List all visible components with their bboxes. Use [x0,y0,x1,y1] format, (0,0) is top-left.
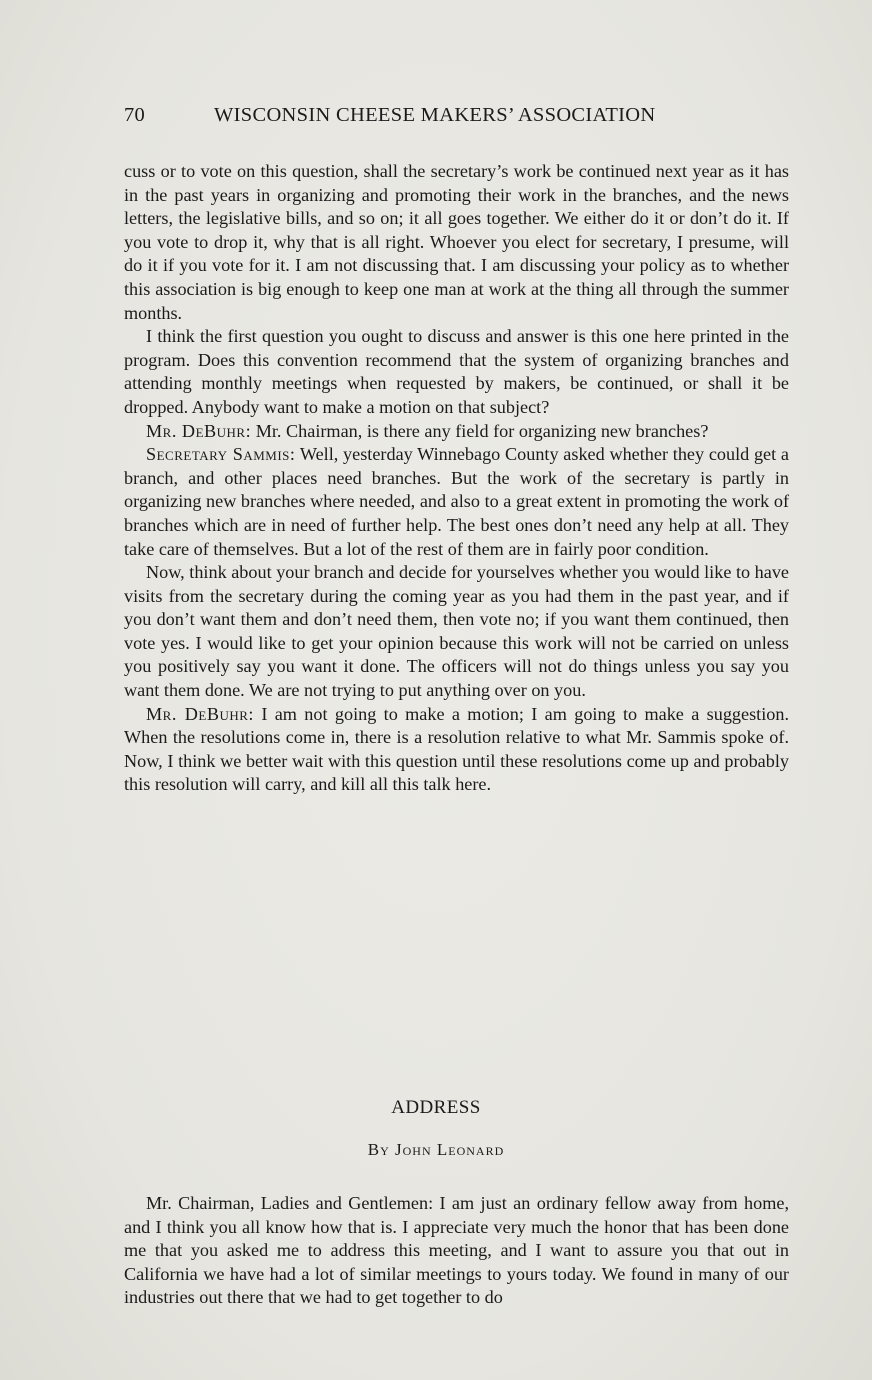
paragraph [124,1192,789,1310]
paragraph [124,443,789,561]
paragraph [124,325,789,419]
paragraph-text: Mr. Chairman, Ladies and Gentlemen: I am just an ordinary fellow away from home, and I think you all know how that is. I appreciate very much the honor that has been done me that you asked me to address this meeting, and I want to assure you that out in California we have had a lot of similar meetings to yours today. We found in many of our industries out there that we had to get together to do [124,1193,789,1308]
paragraph-text: Now, think about your branch and decide for yourselves whether you would like to have visits from the secretary during the coming year as you had them in the past year, and if you don’t want them and don’t need them, then vote no; if you want them continued, then vote yes. I would like to get your opinion because this work will not be carried on unless you positively say you want it done. The officers will not do things unless you say you want them done. We are not trying to put anything over on you. [124,562,789,701]
paragraph-text: Mr. Chairman, is there any field for organizing new branches? [255,420,709,441]
paragraph-text: Well, yesterday Winnebago County asked whether they could get a branch, and other places need branches. But the work of the secretary is partly in organizing new branches where needed, and also to a great extent in promoting the work of branches which are in need of further help. The best ones don’t need any help at all. They take care of themselves. But a lot of the rest of them are in fairly poor condition. [124,444,790,559]
paragraph [124,160,789,325]
paragraph-text: I am not going to make a motion; I am going to make a suggestion. When the resolutions come in, there is a resolution relative to what Mr. Sammis spoke of. Now, I think we better wait with this question until these resolutions come up and probably this resolution will carry, and kill all this talk here. [124,703,790,795]
author-byline [0,1140,872,1160]
section-heading: ADDRESS [391,1097,481,1118]
address-text [124,1192,789,1310]
speaker-name: Mr. DeBuhr: [146,420,252,441]
paragraph [124,561,789,703]
paragraph [124,703,789,797]
speaker-name: Secretary Sammis: [146,444,296,465]
discussion-text [124,160,789,797]
author-name: John Leonard [395,1140,505,1159]
paragraph-text: cuss or to vote on this question, shall the secretary’s work be continued next year as it has in the past years in organizing and promoting their work in the branches, and the news letters, the legislative bills, and so on; it all goes together. We either do it or don’t do it. If you vote to drop it, why that is all right. Whoever you elect for secretary, I presume, will do it if you vote for it. I am not discussing that. I am discussing your policy as to whether this association is big enough to keep one man at work at the thing all through the summer months. [124,161,789,323]
paragraph-text: I think the first question you ought to discuss and answer is this one here printed in the program. Does this convention recommend that the system of organizing branches and attending monthly meetings when requested by makers, be continued, or shall it be dropped. Anybody want to make a motion on that subject? [124,326,789,417]
running-header [124,104,790,132]
page-number: 70 [124,104,146,126]
paragraph [124,420,789,444]
byline-prefix: By [367,1140,390,1159]
speaker-name: Mr. DeBuhr: [146,703,254,724]
running-title: WISCONSIN CHEESE MAKERS’ ASSOCIATION [214,104,656,126]
